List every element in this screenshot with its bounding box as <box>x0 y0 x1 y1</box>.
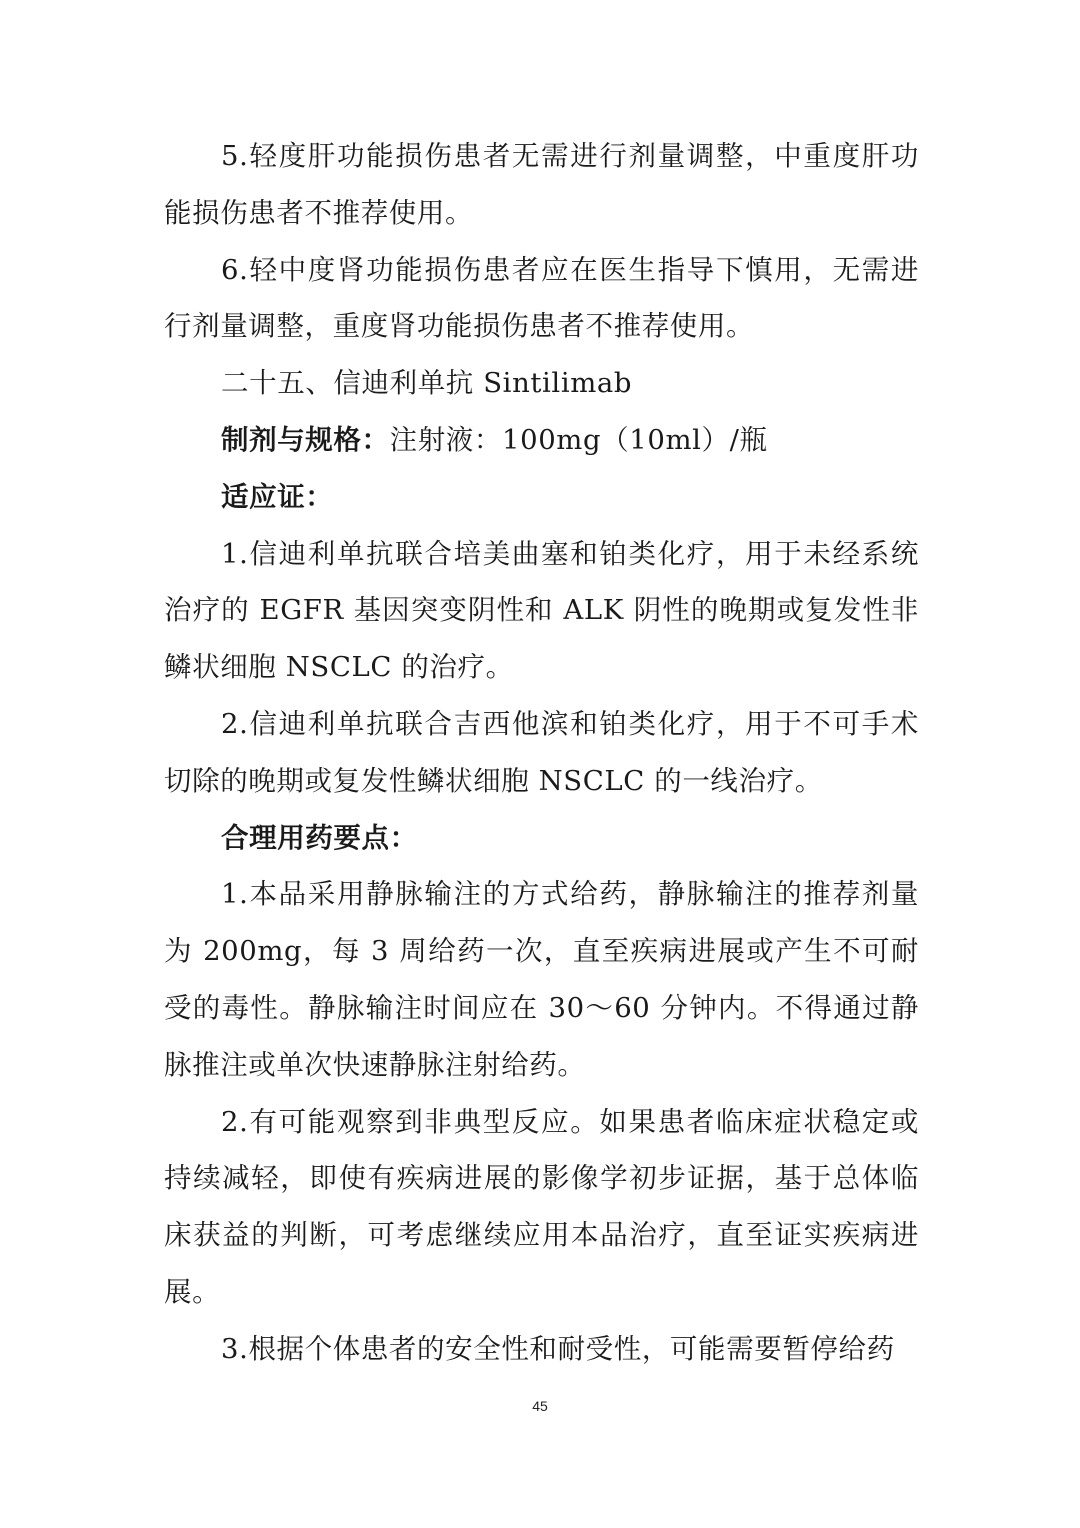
indication-item-1: 1.信迪利单抗联合培美曲塞和铂类化疗，用于未经系统治疗的 EGFR 基因突变阴性和 ALK 阴性的晚期或复发性非鳞状细胞 NSCLC 的治疗。 <box>164 537 919 684</box>
rational-use-heading: 合理用药要点： <box>221 821 418 854</box>
rational-use-item-3: 3.根据个体患者的安全性和耐受性，可能需要暂停给药 <box>221 1332 895 1365</box>
paragraph-renal-impairment: 6.轻中度肾功能损伤患者应在医生指导下慎用，无需进行剂量调整，重度肾功能损伤患者不推荐使用。 <box>164 253 919 343</box>
rational-use-item-2: 2.有可能观察到非典型反应。如果患者临床症状稳定或持续减轻，即使有疾病进展的影像学初步证据，基于总体临床获益的判断，可考虑继续应用本品治疗，直至证实疾病进展。 <box>164 1105 919 1308</box>
section-heading-sintilimab: 二十五、信迪利单抗 Sintilimab <box>221 367 633 400</box>
indication-item-2: 2.信迪利单抗联合吉西他滨和铂类化疗，用于不可手术切除的晚期或复发性鳞状细胞 NSCLC 的一线治疗。 <box>164 707 919 797</box>
rational-use-item-1: 1.本品采用静脉输注的方式给药，静脉输注的推荐剂量为 200mg，每 3 周给药一次，直至疾病进展或产生不可耐受的毒性。静脉输注时间应在 30～60 分钟内。不得通过静脉推注或单次快速静脉注射给药。 <box>164 878 919 1081</box>
paragraph-hepatic-impairment: 5.轻度肝功能损伤患者无需进行剂量调整，中重度肝功能损伤患者不推荐使用。 <box>164 140 919 229</box>
formulation-label: 制剂与规格： <box>221 423 390 456</box>
page-number: 45 <box>532 1398 548 1414</box>
formulation-line <box>164 412 919 469</box>
formulation-value: 注射液：100mg（10ml）/瓶 <box>389 423 768 456</box>
indications-heading: 适应证： <box>221 480 334 513</box>
document-body <box>164 128 919 1378</box>
